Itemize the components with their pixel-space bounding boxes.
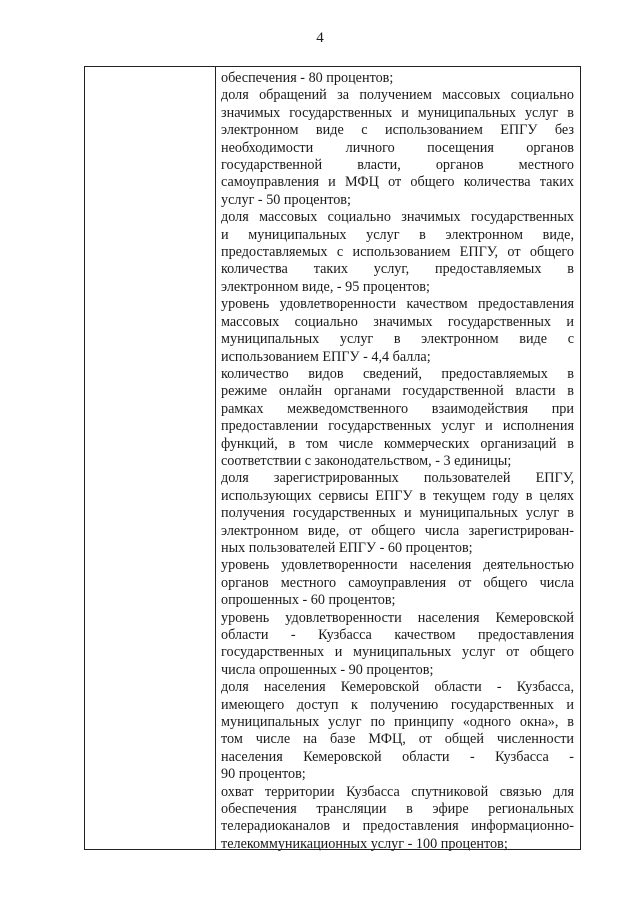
text-line: предоставлении государственных услуг и исполнения: [221, 418, 574, 435]
text-line: электронном виде, от общего числа зарегистрирован-: [221, 522, 574, 539]
text-line: количества таких услуг, предоставляемых в: [221, 261, 574, 278]
text-line: рамках межведомственного взаимодействия при: [221, 400, 574, 417]
text-line: 90 процентов;: [221, 766, 306, 783]
text-line: обеспечения - 80 процентов;: [221, 70, 394, 86]
text-line: государственных и муниципальных услуг от общего: [221, 644, 574, 661]
text-line: доля зарегистрированных пользователей ЕПГУ,: [221, 470, 574, 487]
table-left-cell: [85, 67, 216, 849]
document-table: [84, 66, 581, 850]
text-line: электронном виде с использованием ЕПГУ без: [221, 122, 574, 139]
text-line: области - Кузбасса качеством предоставления: [221, 627, 574, 643]
text-line: органов местного самоуправления от общего числа: [221, 574, 574, 591]
text-line: и муниципальных услуг в электронном виде,: [221, 226, 574, 243]
text-line: соответствии с законодательством, - 3 единицы;: [221, 452, 512, 469]
text-line: доля обращений за получением массовых социально: [221, 87, 574, 104]
text-line: значимых государственных и муниципальных услуг в: [221, 104, 574, 121]
text-line: доля населения Кемеровской области - Кузбасса,: [221, 679, 574, 696]
text-line: режиме онлайн органами государственной власти в: [221, 383, 574, 400]
text-line: телекоммуникационных услуг - 100 процентов;: [221, 835, 508, 852]
text-line: имеющего доступ к получению государственных и: [221, 696, 574, 713]
text-line: числа опрошенных - 90 процентов;: [221, 661, 434, 678]
text-line: том числе на базе МФЦ, от общей численности: [221, 731, 574, 748]
text-line: опрошенных - 60 процентов;: [221, 592, 396, 609]
text-line: уровень удовлетворенности населения деятельностью: [221, 557, 574, 574]
text-line: услуг - 50 процентов;: [221, 191, 351, 208]
text-line: получения государственных и муниципальных услуг в: [221, 505, 574, 522]
text-line: муниципальных услуг в электронном виде с: [221, 331, 574, 348]
page-number: 4: [316, 30, 324, 46]
text-line: необходимости личного посещения органов: [221, 139, 574, 156]
table-right-cell: [216, 67, 580, 852]
text-line: обеспечения трансляции в эфире региональных: [221, 801, 574, 818]
text-line: функций, в том числе коммерческих организаций в: [221, 435, 574, 452]
text-line: массовых социально значимых государственных и: [221, 313, 574, 330]
text-line: телерадиоканалов и предоставления информационно-: [221, 818, 574, 835]
text-line: уровень удовлетворенности населения Кемеровской: [221, 609, 574, 626]
text-line: муниципальных услуг по принципу «одного окна», в: [221, 714, 574, 731]
text-line: населения Кемеровской области - Кузбасса -: [221, 748, 574, 765]
text-line: ных пользователей ЕПГУ - 60 процентов;: [221, 539, 473, 556]
text-line: доля массовых социально значимых государственных: [221, 209, 574, 226]
text-line: электронном виде, - 95 процентов;: [221, 278, 430, 295]
text-line: предоставляемых с использованием ЕПГУ, от общего: [221, 244, 574, 261]
text-line: использующих сервисы ЕПГУ в текущем году в целях: [221, 487, 574, 504]
text-line: государственной власти, органов местного: [221, 157, 574, 174]
text-line: количество видов сведений, предоставляемых в: [221, 365, 574, 382]
text-line: самоуправления и МФЦ от общего количества таких: [221, 174, 574, 191]
text-line: охват территории Кузбасса спутниковой связью для: [221, 783, 574, 800]
text-line: уровень удовлетворенности качеством предоставления: [221, 296, 574, 313]
text-line: использованием ЕПГУ - 4,4 балла;: [221, 348, 431, 365]
